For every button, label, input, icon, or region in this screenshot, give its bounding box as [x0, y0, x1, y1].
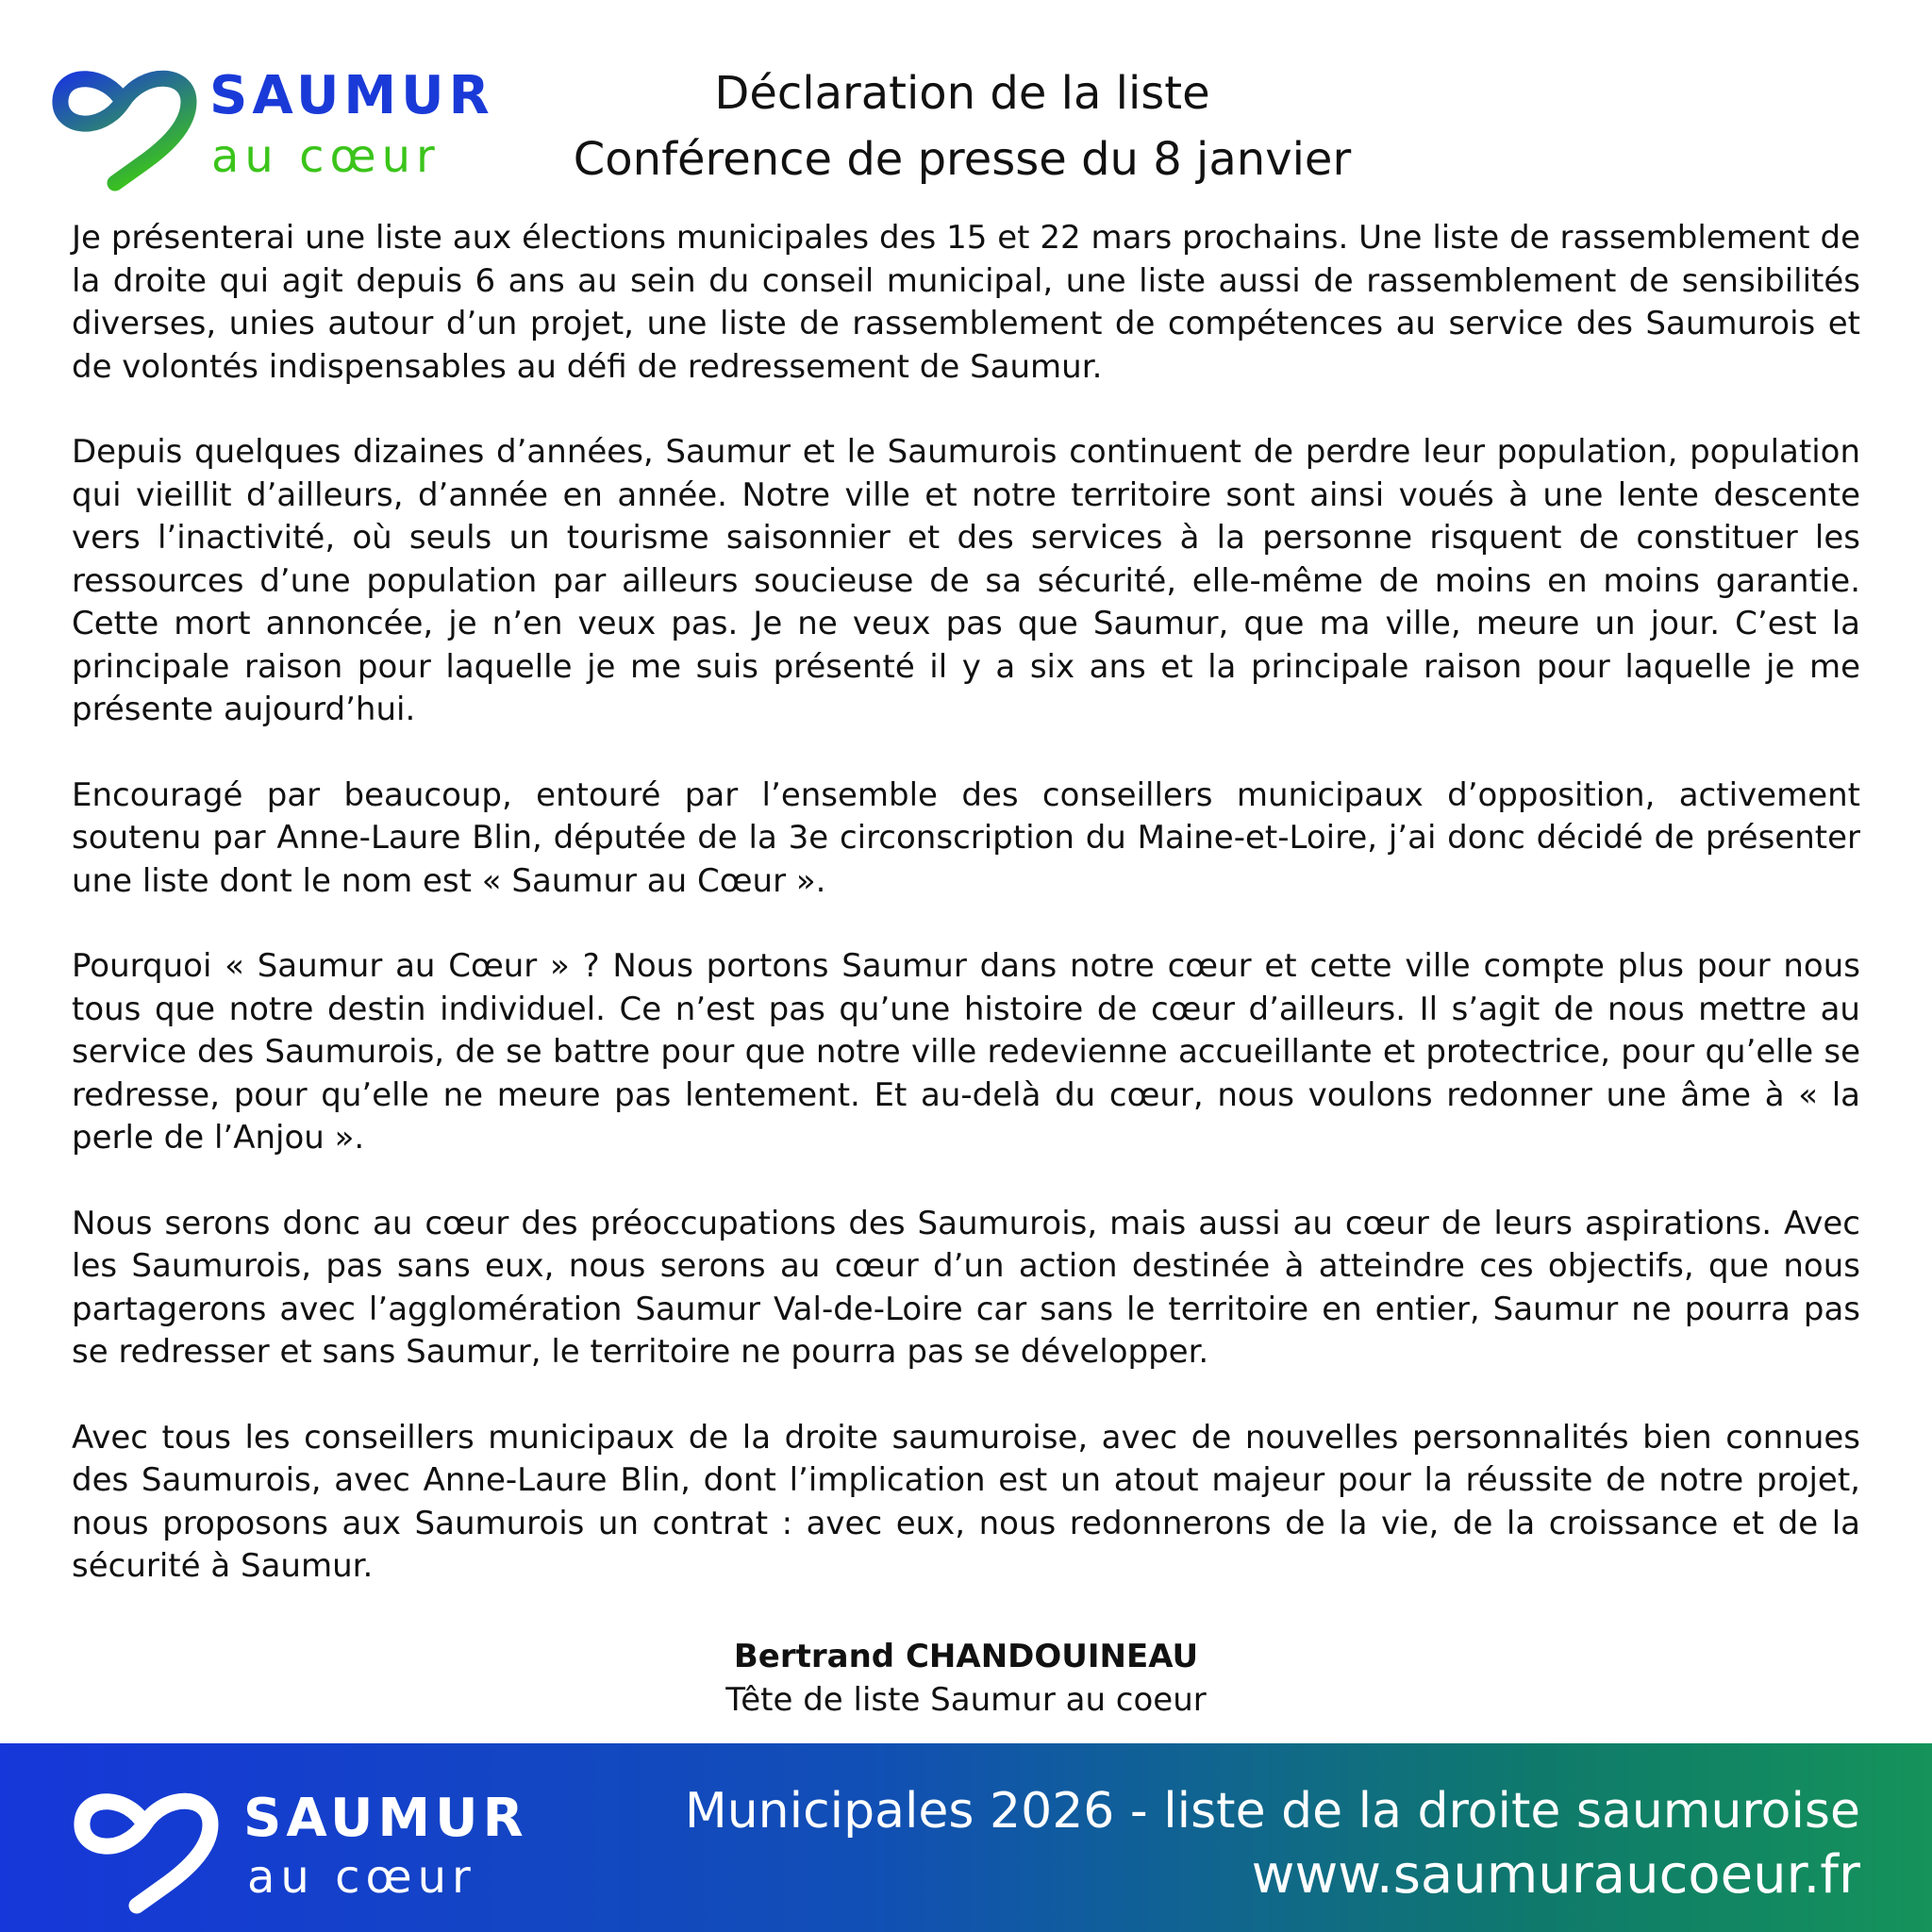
logo-wordmark-saumur: SAUMUR [209, 65, 494, 126]
signature-block [0, 1635, 1932, 1722]
paragraph-6: Avec tous les conseillers municipaux de la droite saumuroise, avec de nouvelles personnalités bien connues des Saumurois, avec Anne-Laure Blin, dont l’implication est un atout majeur pour la réussite de notre projet, nous proposons aux Saumurois un contrat : avec eux, nous redonnerons de la vie, de la croissance et de la sécurité à Saumur. [72, 1418, 1860, 1585]
title-line-2: Conférence de presse du 8 janvier [573, 133, 1352, 186]
header-logo [49, 49, 494, 191]
heart-infinity-logo-icon [49, 53, 200, 194]
paragraph-1: Je présenterai une liste aux élections municipales des 15 et 22 mars prochains. Une liste de rassemblement de la droite qui agit depuis 6 ans au sein du conseil municipal, une liste aussi de rassemblement de sensibilités diverses, unies autour d’un projet, une liste de rassemblement de compétences au service des Saumurois et de volontés indispensables au défi de redressement de Saumur. [72, 219, 1860, 386]
paragraph-4: Pourquoi « Saumur au Cœur » ? Nous portons Saumur dans notre cœur et cette ville compte plus pour nous tous que notre destin individuel. Ce n’est pas qu’une histoire de cœur d’ailleurs. Il s’agit de nous mettre au service des Saumurois, de se battre pour que notre ville redevienne accueillante et protectrice, pour qu’elle se redresse, pour qu’elle ne meure pas lentement. Et au-delà du cœur, nous voulons redonner une âme à « la perle de l’Anjou ». [72, 947, 1860, 1157]
footer-wordmark-au-coeur: au cœur [247, 1851, 476, 1904]
heart-infinity-logo-icon [66, 1775, 226, 1917]
footer-tagline: Municipales 2026 - liste de la droite saumuroise [684, 1783, 1860, 1840]
footer-banner [0, 1743, 1932, 1932]
paragraph-2: Depuis quelques dizaines d’années, Saumur et le Saumurois continuent de perdre leur population, population qui vieillit d’ailleurs, d’année en année. Notre ville et notre territoire sont ainsi voués à une lente descente vers l’inactivité, où seuls un tourisme saisonnier et des services à la personne risquent de constituer les ressources d’une population par ailleurs soucieuse de sa sécurité, elle-même de moins en moins garantie. Cette mort annoncée, je n’en veux pas. Je ne veux pas que Saumur, que ma ville, meure un jour. C’est la principale raison pour laquelle je me suis présenté il y a six ans et la principale raison pour laquelle je me présente aujourd’hui. [72, 433, 1860, 728]
declaration-body [72, 217, 1860, 1631]
paragraph-3: Encouragé par beaucoup, entouré par l’ensemble des conseillers municipaux d’opposition, activement soutenu par Anne-Laure Blin, députée de la 3e circonscription du Maine-et-Loire, j’ai donc décidé de présenter une liste dont le nom est « Saumur au Cœur ». [72, 775, 1860, 900]
footer-wordmark-saumur: SAUMUR [243, 1788, 528, 1849]
logo-wordmark-au-coeur: au cœur [211, 130, 441, 183]
signatory-name: Bertrand CHANDOUINEAU [733, 1638, 1199, 1675]
footer-website-link[interactable]: www.saumuraucoeur.fr [1251, 1844, 1860, 1906]
paragraph-5: Nous serons donc au cœur des préoccupations des Saumurois, mais aussi au cœur de leurs aspirations. Avec les Saumurois, pas sans eux, nous serons au cœur d’un action destinée à atteindre ces objectifs, que nous partagerons avec l’agglomération Saumur Val-de-Loire car sans le territoire en entier, Saumur ne pourra pas se redresser et sans Saumur, le territoire ne pourra pas se développer. [72, 1204, 1860, 1371]
signatory-role: Tête de liste Saumur au coeur [725, 1681, 1207, 1719]
page-title [472, 60, 1453, 192]
title-line-1: Déclaration de la liste [714, 67, 1210, 120]
